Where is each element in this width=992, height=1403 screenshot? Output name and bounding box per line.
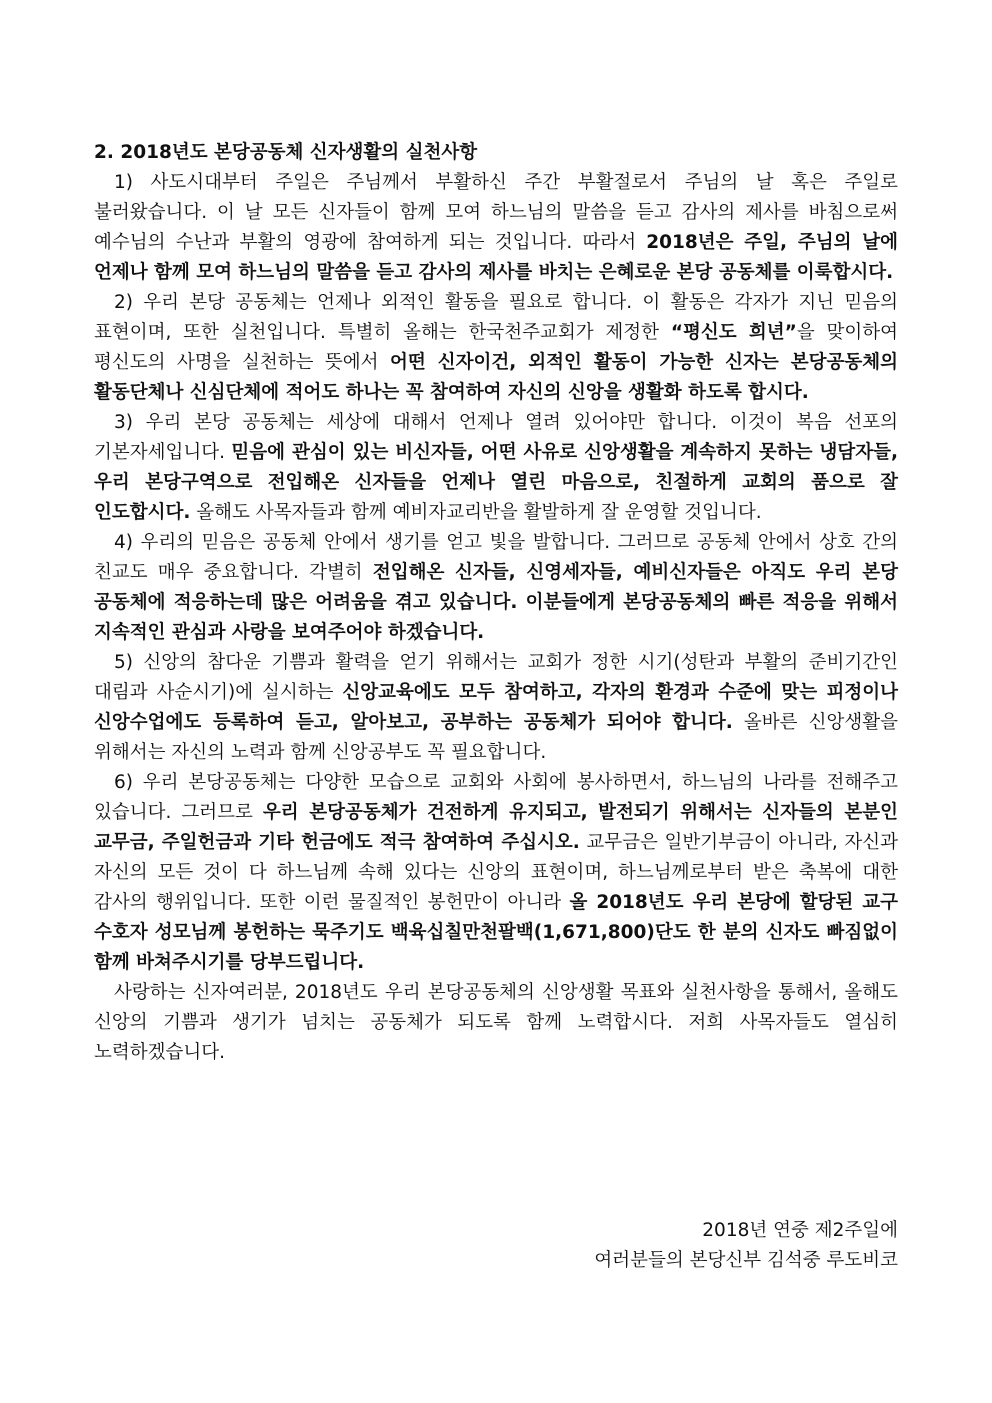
practice-item-1 <box>94 168 898 288</box>
practice-3-text-2: 올해도 사목자들과 함께 예비자교리반을 활발하게 잘 운영할 것입니다. <box>190 502 762 523</box>
practice-5-text-2: 올바른 신앙생활을 위해서는 자신의 노력과 함께 신앙공부도 꼭 필요합니다. <box>94 712 898 763</box>
signature-date: 2018년 연중 제2주일에 <box>702 1220 898 1241</box>
practice-1-text: 1) 사도시대부터 주일은 주님께서 부활하신 주간 부활절로서 주님의 날 혹은 주일로 불러왔습니다. 이 날 모든 신자들이 함께 모여 하느님의 말씀을 듣고 감사의 제사를 바침으로써 예수님의 수난과 부활의 영광에 참여하게 되는 것입니다. 따라서 <box>94 172 898 253</box>
practice-4-emphasis: 전입해온 신자들, 신영세자들, 예비신자들은 아직도 우리 본당 공동체에 적응하는데 많은 어려움을 겪고 있습니다. 이분들에게 본당공동체의 빠른 적응을 위해서 지속적인 관심과 사랑을 보여주어야 하겠습니다. <box>94 562 898 643</box>
practice-2-text-2: 을 맞이하여 평신도의 사명을 실천하는 뜻에서 <box>94 322 898 373</box>
practice-item-2 <box>94 288 898 408</box>
practice-6-emphasis: 우리 본당공동체가 건전하게 유지되고, 발전되기 위해서는 신자들의 본분인 교무금, 주일헌금과 기타 헌금에도 적극 참여하여 주십시오. <box>94 802 898 853</box>
practice-4-text: 4) 우리의 믿음은 공동체 안에서 생기를 얻고 빛을 발합니다. 그러므로 공동체 안에서 상호 간의 친교도 매우 중요합니다. 각별히 <box>94 532 899 583</box>
closing-paragraph: 사랑하는 신자여러분, 2018년도 우리 본당공동체의 신앙생활 목표와 실천사항을 통해서, 올해도 신앙의 기쁨과 생기가 넘치는 공동체가 되도록 함께 노력합시다. 저희 사목자들도 열심히 노력하겠습니다. <box>94 982 898 1063</box>
practice-2-emphasis: 어떤 신자이건, 외적인 활동이 가능한 신자는 본당공동체의 활동단체나 신심단체에 적어도 하나는 꼭 참여하여 자신의 신앙을 생활화 하도록 합시다. <box>94 352 898 403</box>
practice-5-text: 5) 신앙의 참다운 기쁨과 활력을 얻기 위해서는 교회가 정한 시기(성탄과 부활의 준비기간인 대림과 사순시기)에 실시하는 <box>94 652 898 703</box>
practice-item-4 <box>94 528 898 648</box>
practice-item-6 <box>94 768 898 978</box>
practice-6-text: 6) 우리 본당공동체는 다양한 모습으로 교회와 사회에 봉사하면서, 하느님의 나라를 전해주고 있습니다. 그러므로 <box>94 772 898 823</box>
practice-1-emphasis: 2018년은 주일, 주님의 날에 언제나 함께 모여 하느님의 말씀을 듣고 감사의 제사를 바치는 은혜로운 본당 공동체를 이룩합시다. <box>94 232 898 283</box>
practice-2-text: 2) 우리 본당 공동체는 언제나 외적인 활동을 필요로 합니다. 이 활동은 각자가 지닌 믿음의 표현이며, 또한 실천입니다. 특별히 올해는 한국천주교회가 제정한 <box>94 292 898 343</box>
practice-item-3 <box>94 408 898 528</box>
practice-2-quote: “평신도 희년” <box>670 322 797 343</box>
signature-block <box>594 1216 898 1276</box>
practice-3-emphasis: 믿음에 관심이 있는 비신자들, 어떤 사유로 신앙생활을 계속하지 못하는 냉담자들, 우리 본당구역으로 전입해온 신자들을 언제나 열린 마음으로, 친절하게 교회의 품으로 잘 인도합시다. <box>94 442 898 523</box>
practice-6-text-2: 교무금은 일반기부금이 아니라, 자신과 자신의 모든 것이 다 하느님께 속해 있다는 신앙의 표현이며, 하느님께로부터 받은 축복에 대한 감사의 행위입니다. 또한 이런 물질적인 봉헌만이 아니라 <box>94 832 899 913</box>
letter-body <box>94 138 898 1068</box>
practice-5-emphasis: 신앙교육에도 모두 참여하고, 각자의 환경과 수준에 맞는 피정이나 신앙수업에도 등록하여 듣고, 알아보고, 공부하는 공동체가 되어야 합니다. <box>94 682 898 733</box>
practice-6-emphasis-2: 올 2018년도 우리 본당에 할당된 교구 수호자 성모님께 봉헌하는 묵주기도 백육십칠만천팔백(1,671,800)단도 한 분의 신자도 빠짐없이 함께 바쳐주시기를 당부드립니다. <box>94 892 898 973</box>
practice-item-5 <box>94 648 898 768</box>
section-heading: 2. 2018년도 본당공동체 신자생활의 실천사항 <box>94 142 478 163</box>
signature-author: 여러분들의 본당신부 김석중 루도비코 <box>594 1250 898 1271</box>
practice-3-text: 3) 우리 본당 공동체는 세상에 대해서 언제나 열려 있어야만 합니다. 이것이 복음 선포의 기본자세입니다. <box>94 412 898 463</box>
